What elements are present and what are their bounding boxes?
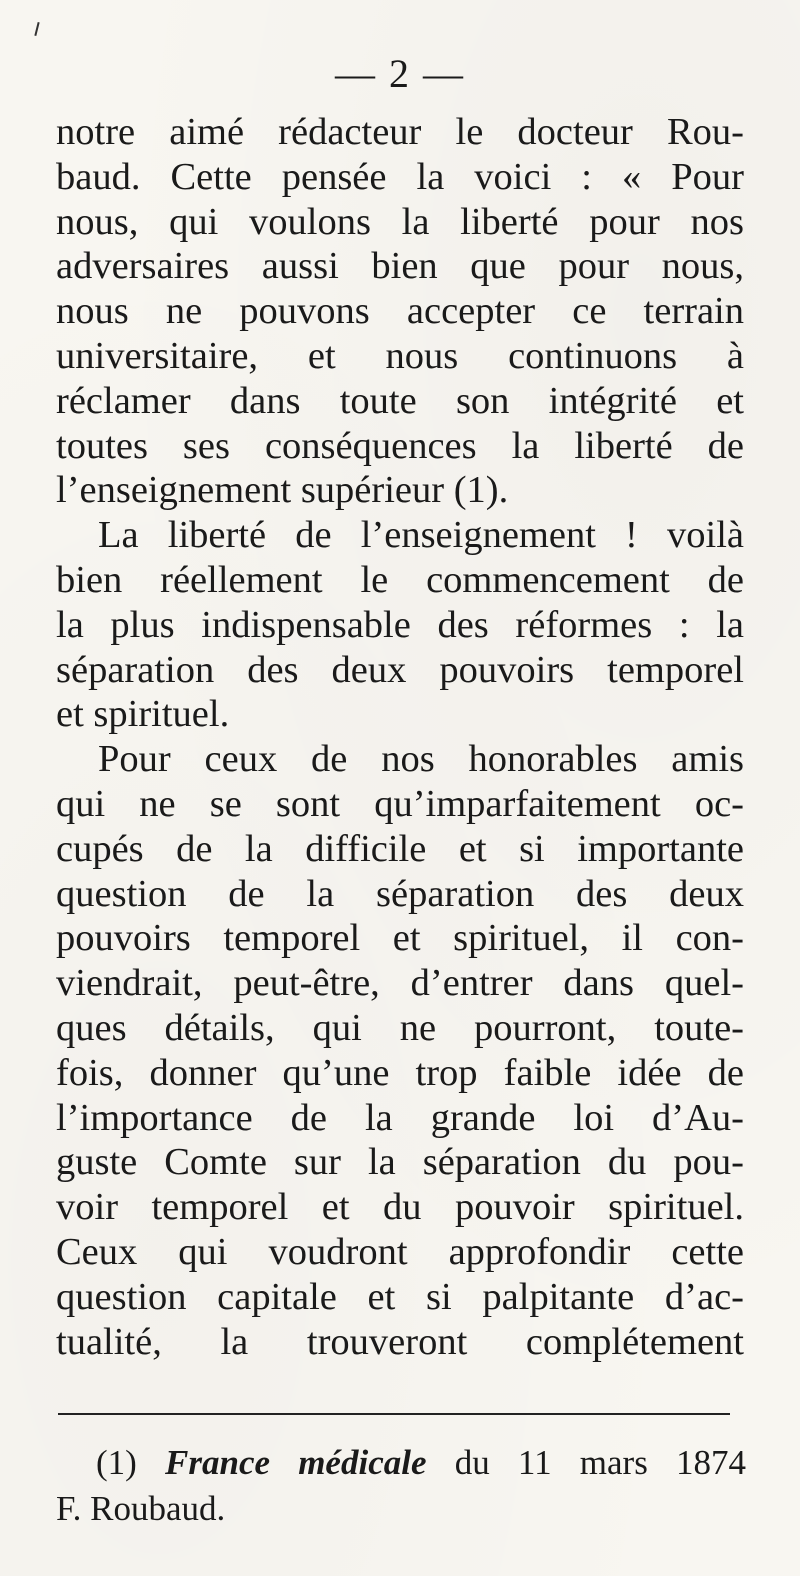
- text-line: qui ne se sont qu’imparfaitement oc-: [56, 782, 744, 825]
- stray-ink-mark: [34, 22, 39, 36]
- paragraph-start-line: La liberté de l’enseignement ! voilà: [98, 514, 744, 557]
- footnote-date: du 11 mars 1874: [454, 1443, 747, 1482]
- footnote-source: France médicale: [165, 1443, 427, 1482]
- paragraph-start-line: Pour ceux de nos honorables amis: [98, 738, 744, 781]
- body-text: [56, 110, 744, 1364]
- text-line: Ceux qui voudront approfondir cette: [56, 1230, 744, 1273]
- text-line: nous ne pouvons accepter ce terrain: [56, 290, 744, 333]
- text-line: tualité, la trouveront complétement: [56, 1320, 744, 1363]
- text-line: l’enseignement supérieur (1).: [56, 469, 509, 512]
- text-line: et spirituel.: [56, 693, 230, 736]
- text-line: voir temporel et du pouvoir spirituel.: [56, 1186, 744, 1229]
- footnote-author: F. Roubaud.: [56, 1489, 226, 1528]
- footnote-marker: (1): [96, 1443, 137, 1482]
- text-line: cupés de la difficile et si importante: [56, 827, 744, 870]
- text-line: notre aimé rédacteur le docteur Rou-: [56, 111, 744, 153]
- text-line: nous, qui voulons la liberté pour nos: [56, 200, 744, 243]
- text-line: réclamer dans toute son intégrité et: [56, 379, 744, 422]
- text-line: toutes ses conséquences la liberté de: [56, 424, 744, 467]
- footnote: [56, 1440, 746, 1532]
- footnote-citation-line: [56, 1440, 746, 1486]
- text-line: baud. Cette pensée la voici : « Pour: [56, 155, 744, 198]
- page-number: — 2 —: [335, 51, 465, 96]
- text-line: fois, donner qu’une trop faible idée de: [56, 1051, 744, 1094]
- text-line: la plus indispensable des réformes : la: [56, 603, 744, 646]
- text-line: question de la séparation des deux: [56, 872, 744, 915]
- text-line: l’importance de la grande loi d’Au-: [56, 1096, 744, 1139]
- text-line: viendrait, peut-être, d’entrer dans quel-: [56, 962, 744, 1005]
- footnote-divider: [58, 1413, 730, 1415]
- text-line: guste Comte sur la séparation du pou-: [56, 1141, 744, 1184]
- text-line: bien réellement le commencement de: [56, 558, 744, 601]
- text-line: ques détails, qui ne pourront, toute-: [56, 1006, 744, 1049]
- text-line: question capitale et si palpitante d’ac-: [56, 1275, 744, 1318]
- text-line: universitaire, et nous continuons à: [56, 334, 744, 377]
- text-line: séparation des deux pouvoirs temporel: [56, 648, 744, 691]
- text-line: adversaires aussi bien que pour nous,: [56, 245, 744, 288]
- text-line: pouvoirs temporel et spirituel, il con-: [56, 917, 744, 960]
